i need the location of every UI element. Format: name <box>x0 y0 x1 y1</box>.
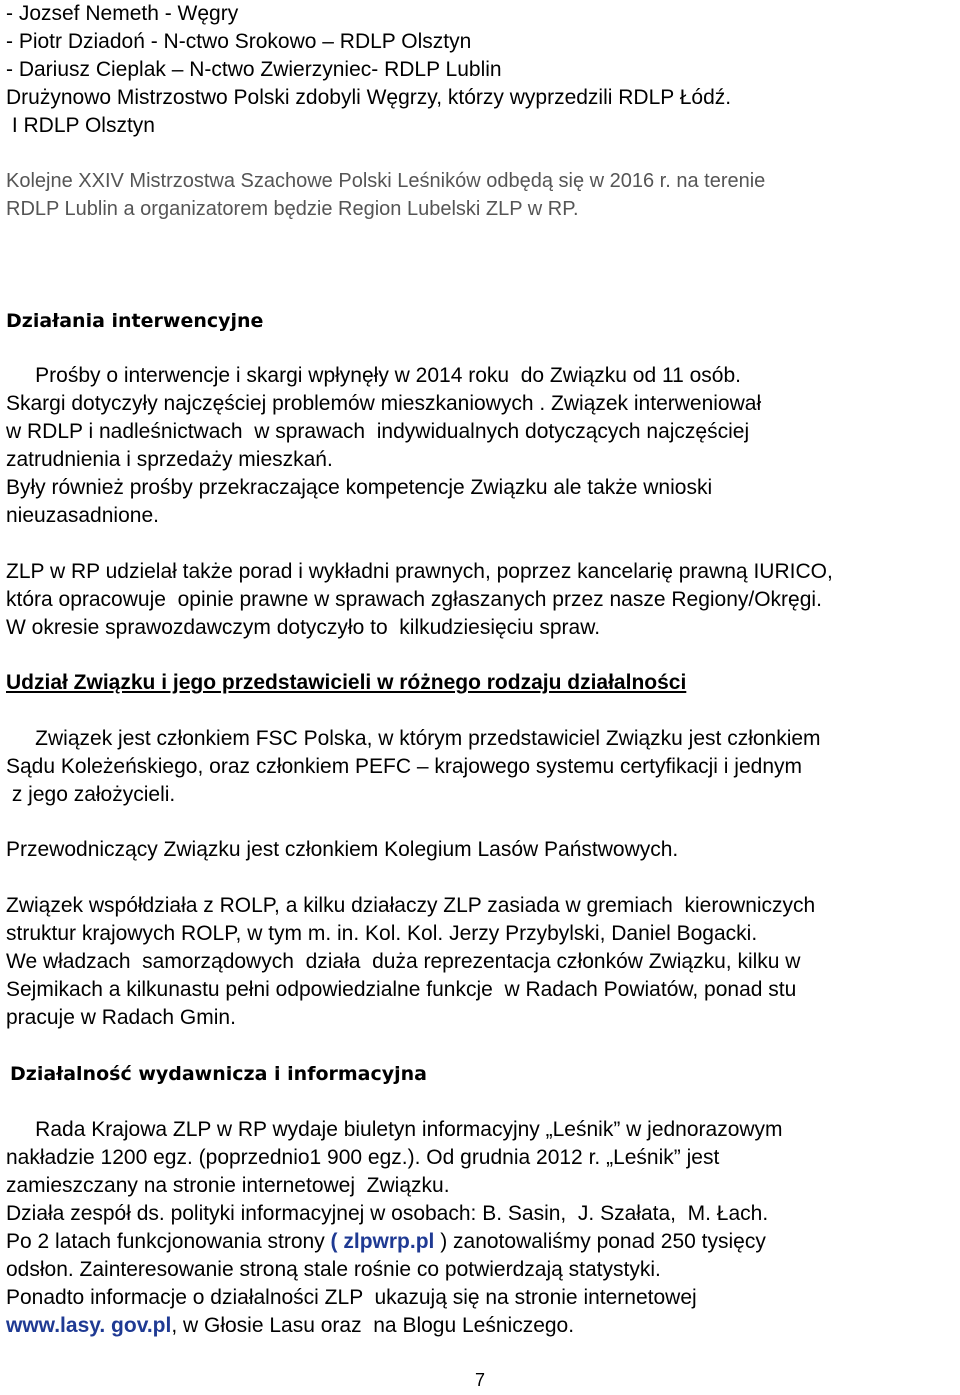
text-segment: , w Głosie Lasu oraz na Blogu Leśniczego. <box>171 1314 575 1337</box>
text-line: We władzach samorządowych działa duża reprezentacja członków Związku, kilku w <box>6 950 801 973</box>
text-line: I RDLP Olsztyn <box>6 114 155 137</box>
text-line: w RDLP i nadleśnictwach w sprawach indywidualnych dotyczących najczęściej <box>6 420 750 443</box>
text-line: Skargi dotyczyły najczęściej problemów mieszkaniowych . Związek interweniował <box>6 392 762 415</box>
text-line: Prośby o interwencje i skargi wpłynęły w 2014 roku do Związku od 11 osób. <box>6 364 741 387</box>
text-line: W okresie sprawozdawczym dotyczyło to kilkudziesięciu spraw. <box>6 616 601 639</box>
text-line: która opracowuje opinie prawne w sprawach zgłaszanych przez nasze Regiony/Okręgi. <box>6 588 822 611</box>
text-line: z jego założycieli. <box>6 783 176 806</box>
text-line: RDLP Lublin a organizatorem będzie Region Lubelski ZLP w RP. <box>6 198 579 220</box>
text-line: struktur krajowych ROLP, w tym m. in. Kol. Kol. Jerzy Przybylski, Daniel Bogacki. <box>6 922 758 945</box>
text-line: Sądu Koleżeńskiego, oraz członkiem PEFC – krajowego systemu certyfikacji i jednym <box>6 755 803 778</box>
text-line: zatrudnienia i sprzedaży mieszkań. <box>6 448 333 471</box>
text-line <box>6 1312 574 1340</box>
text-line: Rada Krajowa ZLP w RP wydaje biuletyn informacyjny „Leśnik” w jednorazowym <box>6 1118 783 1141</box>
text-line: pracuje w Radach Gmin. <box>6 1006 236 1029</box>
text-line: Kolejne XXIV Mistrzostwa Szachowe Polski Leśników odbędą się w 2016 r. na terenie <box>6 170 766 192</box>
text-line: Działa zespół ds. polityki informacyjnej w osobach: B. Sasin, J. Szałata, M. Łach. <box>6 1202 769 1225</box>
section-heading: Udział Związku i jego przedstawicieli w różnego rodzaju działalności <box>6 671 687 694</box>
section-heading: Działalność wydawnicza i informacyjna <box>10 1063 428 1085</box>
zlpwrp-link[interactable]: ( zlpwrp.pl <box>330 1230 435 1253</box>
text-line: nieuzasadnione. <box>6 504 159 527</box>
text-line: Przewodniczący Związku jest członkiem Kolegium Lasów Państwowych. <box>6 838 679 861</box>
text-line: Ponadto informacje o działalności ZLP ukazują się na stronie internetowej <box>6 1286 697 1309</box>
text-line: Sejmikach a kilkunastu pełni odpowiedzialne funkcje w Radach Powiatów, ponad stu <box>6 978 797 1001</box>
text-line: zamieszczany na stronie internetowej Związku. <box>6 1174 450 1197</box>
text-line: - Dariusz Cieplak – N-ctwo Zwierzyniec- RDLP Lublin <box>6 58 502 81</box>
lasy-gov-link[interactable]: www.lasy. gov.pl <box>6 1314 172 1337</box>
page-number: 7 <box>474 1370 485 1390</box>
text-line: Związek współdziała z ROLP, a kilku działaczy ZLP zasiada w gremiach kierowniczych <box>6 894 816 917</box>
section-heading: Działania interwencyjne <box>6 310 264 332</box>
text-line: odsłon. Zainteresowanie stroną stale rośnie co potwierdzają statystyki. <box>6 1258 661 1281</box>
text-line: nakładzie 1200 egz. (poprzednio1 900 egz.). Od grudnia 2012 r. „Leśnik” jest <box>6 1146 720 1169</box>
text-line: Związek jest członkiem FSC Polska, w którym przedstawiciel Związku jest członkiem <box>6 727 821 750</box>
text-line: Drużynowo Mistrzostwo Polski zdobyli Węgrzy, którzy wyprzedzili RDLP Łódź. <box>6 86 732 109</box>
text-line: ZLP w RP udzielał także porad i wykładni prawnych, poprzez kancelarię prawną IURICO, <box>6 560 833 583</box>
text-line <box>6 1228 766 1256</box>
text-segment: Po 2 latach funkcjonowania strony <box>6 1230 331 1253</box>
text-line: - Jozsef Nemeth - Węgry <box>6 2 239 25</box>
text-segment: ) zanotowaliśmy ponad 250 tysięcy <box>434 1230 766 1253</box>
text-line: - Piotr Dziadoń - N-ctwo Srokowo – RDLP Olsztyn <box>6 30 472 53</box>
text-line: Były również prośby przekraczające kompetencje Związku ale także wnioski <box>6 476 713 499</box>
